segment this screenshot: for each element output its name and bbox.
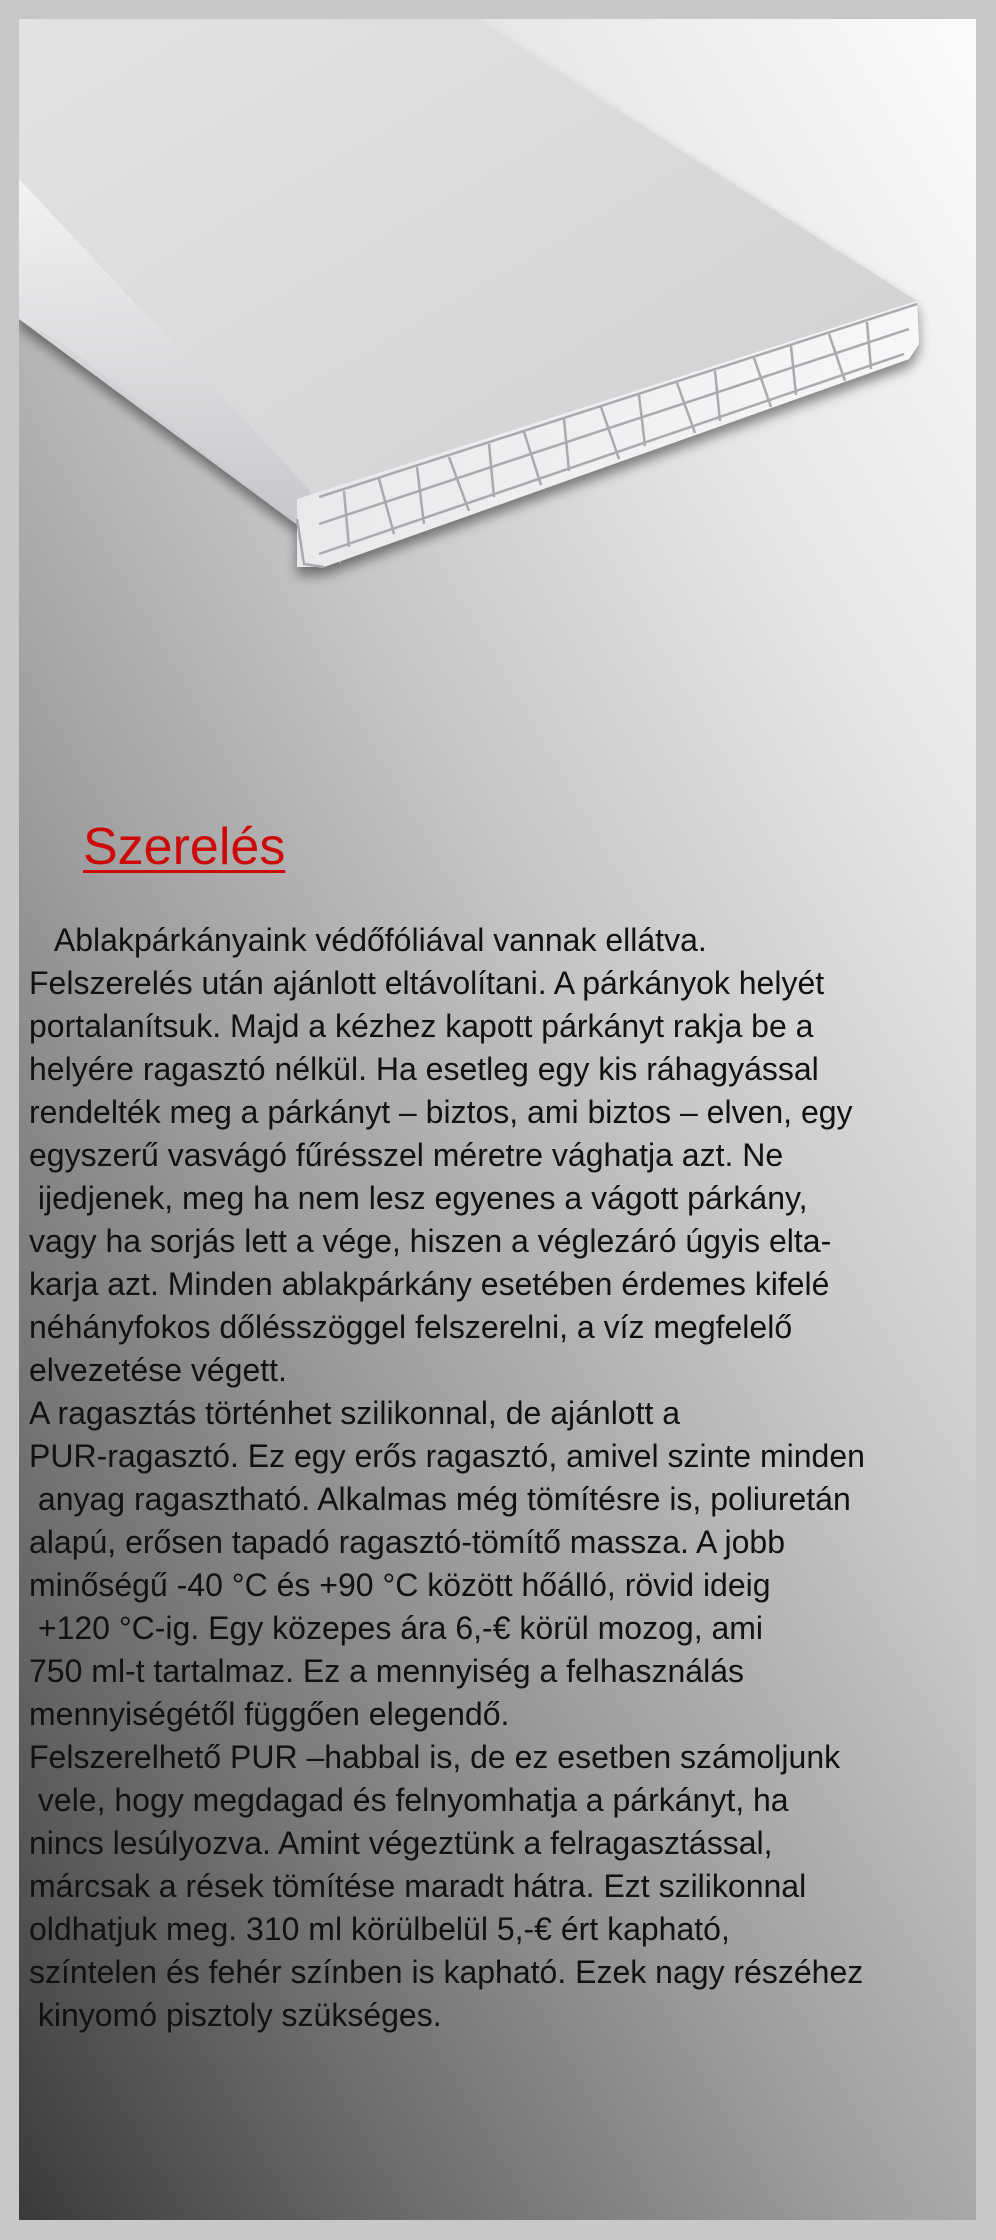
text-line: +120 °C-ig. Egy közepes ára 6,-€ körül mozog, ami	[29, 1610, 764, 1646]
text-line: minőségű -40 °C és +90 °C között hőálló, rövid ideig	[29, 1567, 771, 1603]
text-line: PUR-ragasztó. Ez egy erős ragasztó, amivel szinte minden	[29, 1438, 865, 1474]
text-line: portalanítsuk. Majd a kézhez kapott párkányt rakja be a	[29, 1008, 814, 1044]
page-title: Szerelés	[83, 818, 286, 876]
text-line: színtelen és fehér színben is kapható. Ezek nagy részéhez	[29, 1954, 864, 1990]
sill-shape	[19, 19, 919, 567]
text-line: Felszerelhető PUR –habbal is, de ez esetben számoljunk	[29, 1739, 841, 1775]
text-line: vagy ha sorjás lett a vége, hiszen a véglezáró úgyis elta-	[29, 1223, 832, 1259]
content-panel	[19, 19, 976, 2220]
text-line: karja azt. Minden ablakpárkány esetében érdemes kifelé	[29, 1266, 830, 1302]
text-line: márcsak a rések tömítése maradt hátra. Ezt szilikonnal	[29, 1868, 807, 1904]
text-line: oldhatjuk meg. 310 ml körülbelül 5,-€ ért kapható,	[29, 1911, 730, 1947]
window-sill-product-image	[19, 19, 976, 719]
text-line: nincs lesúlyozva. Amint végeztünk a felragasztással,	[29, 1825, 773, 1861]
text-line: ijedjenek, meg ha nem lesz egyenes a vágott párkány,	[29, 1180, 808, 1216]
text-line: alapú, erősen tapadó ragasztó-tömítő massza. A jobb	[29, 1524, 786, 1560]
text-line: A ragasztás történhet szilikonnal, de ajánlott a	[29, 1395, 681, 1431]
text-line: anyag ragasztható. Alkalmas még tömítésre is, poliuretán	[29, 1481, 851, 1517]
text-line: 750 ml-t tartalmaz. Ez a mennyiség a felhasználás	[29, 1653, 744, 1689]
text-line: kinyomó pisztoly szükséges.	[29, 1997, 442, 2033]
text-line: rendelték meg a párkányt – biztos, ami biztos – elven, egy	[29, 1094, 853, 1130]
text-line: vele, hogy megdagad és felnyomhatja a párkányt, ha	[29, 1782, 789, 1818]
text-line: egyszerű vasvágó fűrésszel méretre vághatja azt. Ne	[29, 1137, 784, 1173]
body-paragraph	[29, 919, 974, 2037]
text-line: elvezetése végett.	[29, 1352, 287, 1388]
text-line: helyére ragasztó nélkül. Ha esetleg egy kis ráhagyással	[29, 1051, 819, 1087]
text-line: Ablakpárkányaink védőfóliával vannak ellátva.	[29, 922, 707, 958]
text-line: mennyiségétől függően elegendő.	[29, 1696, 510, 1732]
text-line: Felszerelés után ajánlott eltávolítani. A párkányok helyét	[29, 965, 825, 1001]
text-line: néhányfokos dőlésszöggel felszerelni, a víz megfelelő	[29, 1309, 793, 1345]
